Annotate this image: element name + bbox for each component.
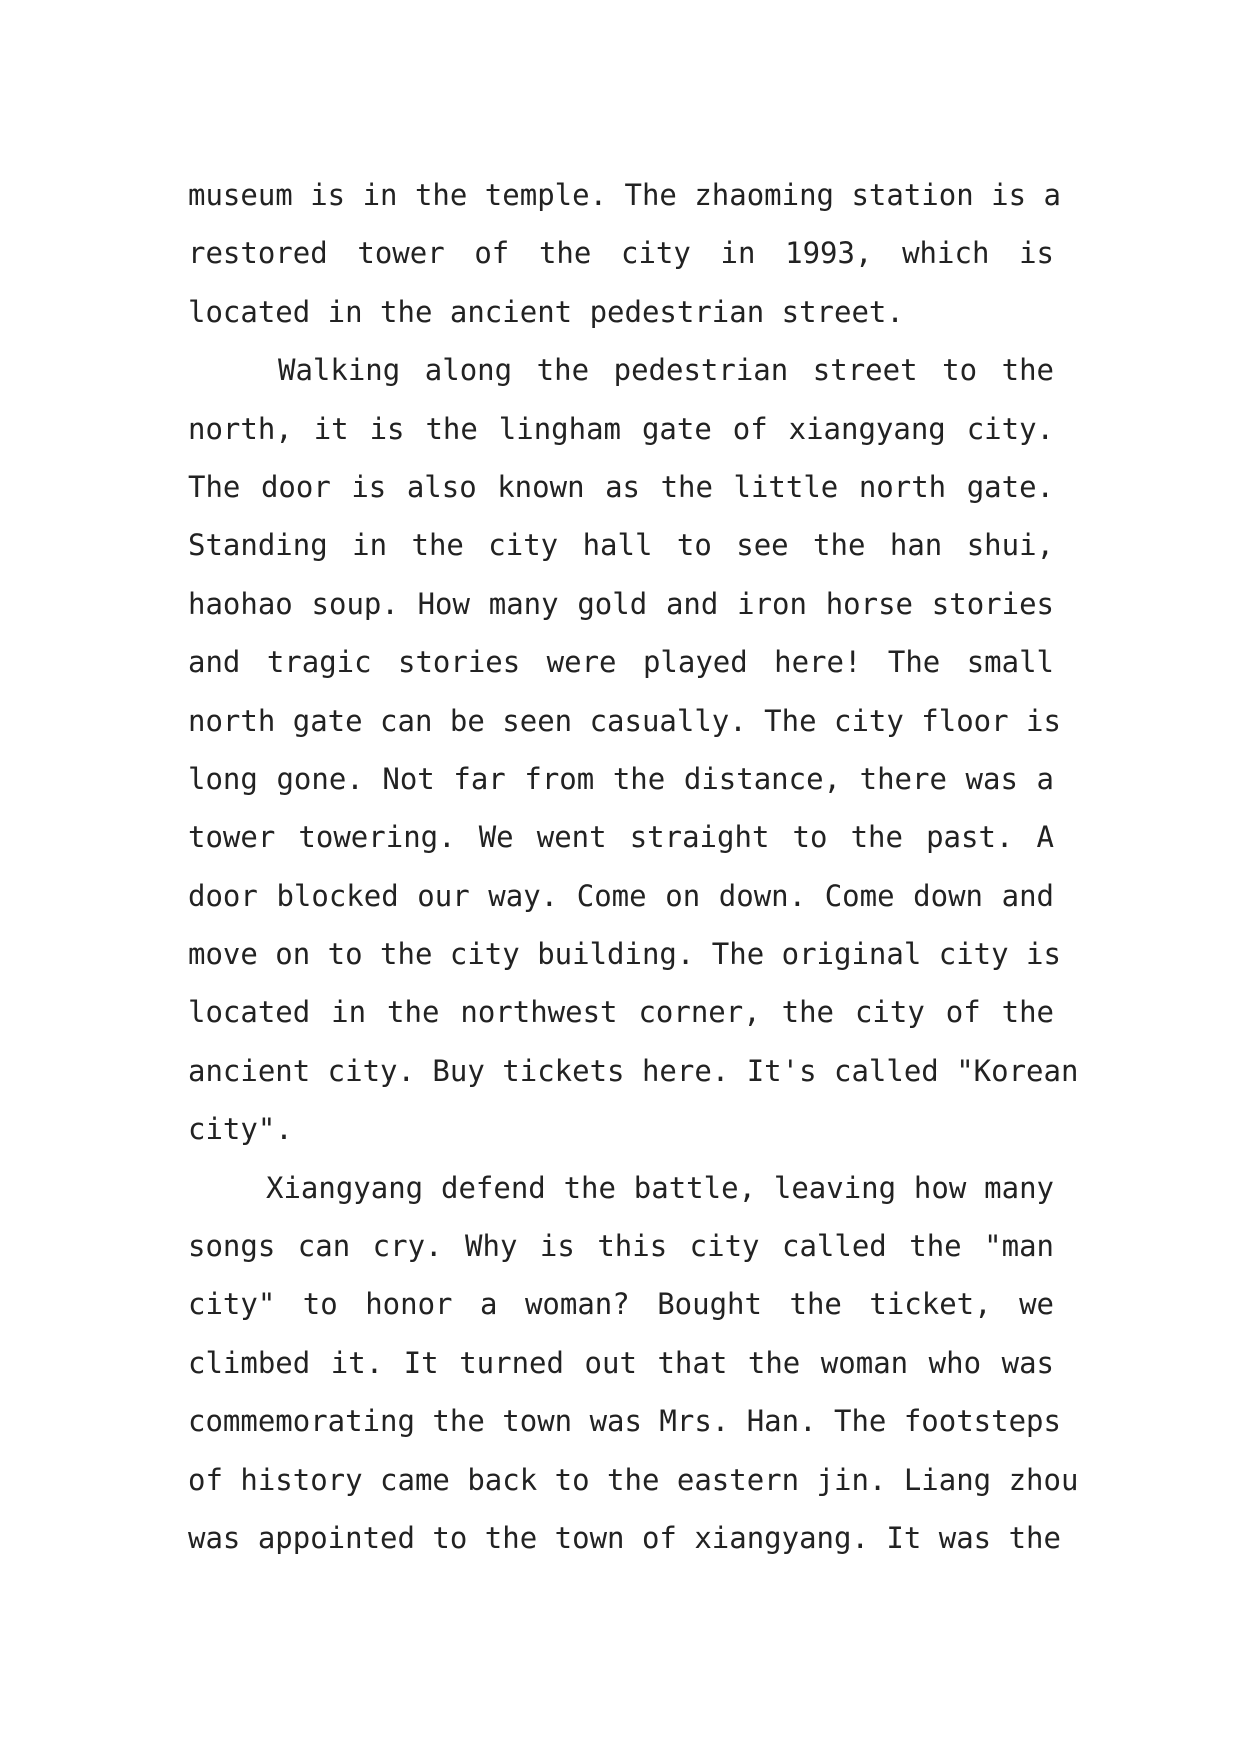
text-line: north gate can be seen casually. The city floor is [188, 703, 1061, 738]
text-line: of history came back to the eastern jin. Liang zhou [188, 1462, 1079, 1497]
text-line: city". [188, 1112, 293, 1147]
text-line: was appointed to the town of xiangyang. It was the [188, 1520, 1061, 1555]
paragraph [188, 341, 1079, 1158]
text-line: Walking along the pedestrian street to the [278, 353, 1054, 388]
text-line: city" to honor a woman? Bought the ticket, we [188, 1287, 1054, 1322]
document-body [188, 166, 1079, 1567]
text-line: museum is in the temple. The zhaoming station is a [188, 178, 1061, 212]
text-line: haohao soup. How many gold and iron horse stories [188, 586, 1054, 621]
paragraph [188, 166, 1061, 341]
text-line: north, it is the lingham gate of xiangyang city. [188, 411, 1054, 446]
text-line: and tragic stories were played here! The small [188, 645, 1054, 680]
text-line: Standing in the city hall to see the han shui, [188, 528, 1054, 563]
text-line: located in the ancient pedestrian street. [188, 294, 904, 329]
text-line: climbed it. It turned out that the woman who was [188, 1345, 1054, 1380]
text-line: tower towering. We went straight to the past. A [188, 820, 1054, 855]
text-line: door blocked our way. Come on down. Come down and [188, 878, 1054, 913]
text-line: songs can cry. Why is this city called the "man [188, 1229, 1054, 1264]
text-line: commemorating the town was Mrs. Han. The footsteps [188, 1404, 1061, 1439]
text-line: move on to the city building. The original city is [188, 937, 1061, 972]
text-line: Xiangyang defend the battle, leaving how many [266, 1170, 1054, 1205]
text-line: long gone. Not far from the distance, there was a [188, 761, 1054, 796]
text-line: restored tower of the city in 1993, which is [188, 236, 1054, 271]
paragraph [188, 1159, 1079, 1568]
text-line: ancient city. Buy tickets here. It's called "Korean [188, 1053, 1079, 1088]
text-line: located in the northwest corner, the city of the [188, 995, 1054, 1030]
text-line: The door is also known as the little north gate. [188, 469, 1054, 504]
